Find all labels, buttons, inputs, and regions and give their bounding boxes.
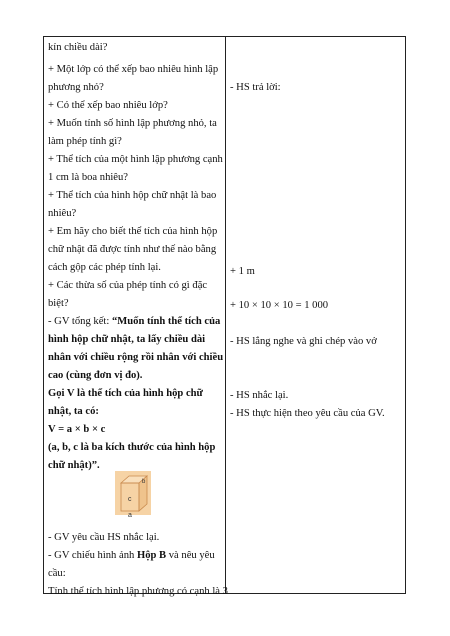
text-line: chữ nhật đã được tính như thế nào bằng — [48, 244, 217, 255]
text-line: cách gộp các phép tính lại. — [48, 262, 161, 273]
column-divider — [225, 37, 226, 593]
text-line: Tính thể tích hình lập phương có cạnh là 3 — [48, 586, 228, 597]
cube-label-b: b — [142, 479, 146, 485]
formula-line: Gọi V là thể tích của hình hộp chữ — [48, 388, 203, 399]
student-answer: - HS trả lời: — [230, 82, 281, 93]
show-text-end: và nêu yêu — [166, 550, 215, 561]
text-line: + Thể tích của hình hộp chữ nhật là bao — [48, 190, 217, 201]
text-line: + Một lớp có thể xếp bao nhiêu hình lập — [48, 64, 219, 75]
formula-line: chữ nhật)”. — [48, 460, 100, 471]
summary-line — [48, 315, 220, 328]
summary-line: nhân với chiều rộng rồi nhân với chiều — [48, 352, 224, 363]
text-line: + Các thừa số của phép tính có gì đặc — [48, 280, 208, 291]
lesson-table — [43, 36, 406, 597]
summary-quote-start: “Muốn tính thể tích của — [111, 316, 221, 327]
summary-intro: - GV tổng kết: — [48, 316, 112, 327]
text-line: + Muốn tính số hình lập phương nhỏ, ta — [48, 118, 217, 129]
formula-line: nhật, ta có: — [48, 406, 99, 417]
box-b-label: Hộp B — [136, 550, 167, 561]
student-answer: - HS thực hiện theo yêu cầu của GV. — [230, 408, 385, 419]
volume-formula: V = a × b × c — [48, 424, 106, 435]
text-line: + Em hãy cho biết thể tích của hình hộp — [48, 226, 218, 237]
text-line: + Thể tích của một hình lập phương cạnh — [48, 154, 223, 165]
text-line: kín chiều dài? — [48, 42, 108, 53]
text-line: nhiêu? — [48, 208, 77, 219]
cube-label-a: a — [128, 512, 132, 519]
text-line: 1 cm là boa nhiêu? — [48, 172, 129, 183]
text-line: biệt? — [48, 298, 69, 309]
student-answer: - HS lắng nghe và ghi chép vào vở — [230, 336, 377, 347]
student-answer: - HS nhắc lại. — [230, 390, 289, 401]
summary-line: hình hộp chữ nhật, ta lấy chiều dài — [48, 334, 206, 345]
text-line: + Có thể xếp bao nhiêu lớp? — [48, 100, 168, 111]
text-line: phương nhỏ? — [48, 82, 104, 93]
cube-label-c: c — [128, 496, 132, 503]
text-line: - GV yêu cầu HS nhắc lại. — [48, 532, 160, 543]
student-answer: + 10 × 10 × 10 = 1 000 — [230, 300, 329, 311]
text-line: cầu: — [48, 568, 66, 579]
text-line — [48, 549, 215, 562]
text-line: làm phép tính gì? — [48, 136, 122, 147]
summary-line: cao (cùng đơn vị đo). — [48, 370, 143, 381]
cube-illustration — [115, 471, 151, 519]
formula-line: (a, b, c là ba kích thước của hình hộp — [48, 442, 216, 453]
student-answer: + 1 m — [230, 266, 255, 277]
show-text: - GV chiếu hình ảnh — [48, 550, 137, 561]
